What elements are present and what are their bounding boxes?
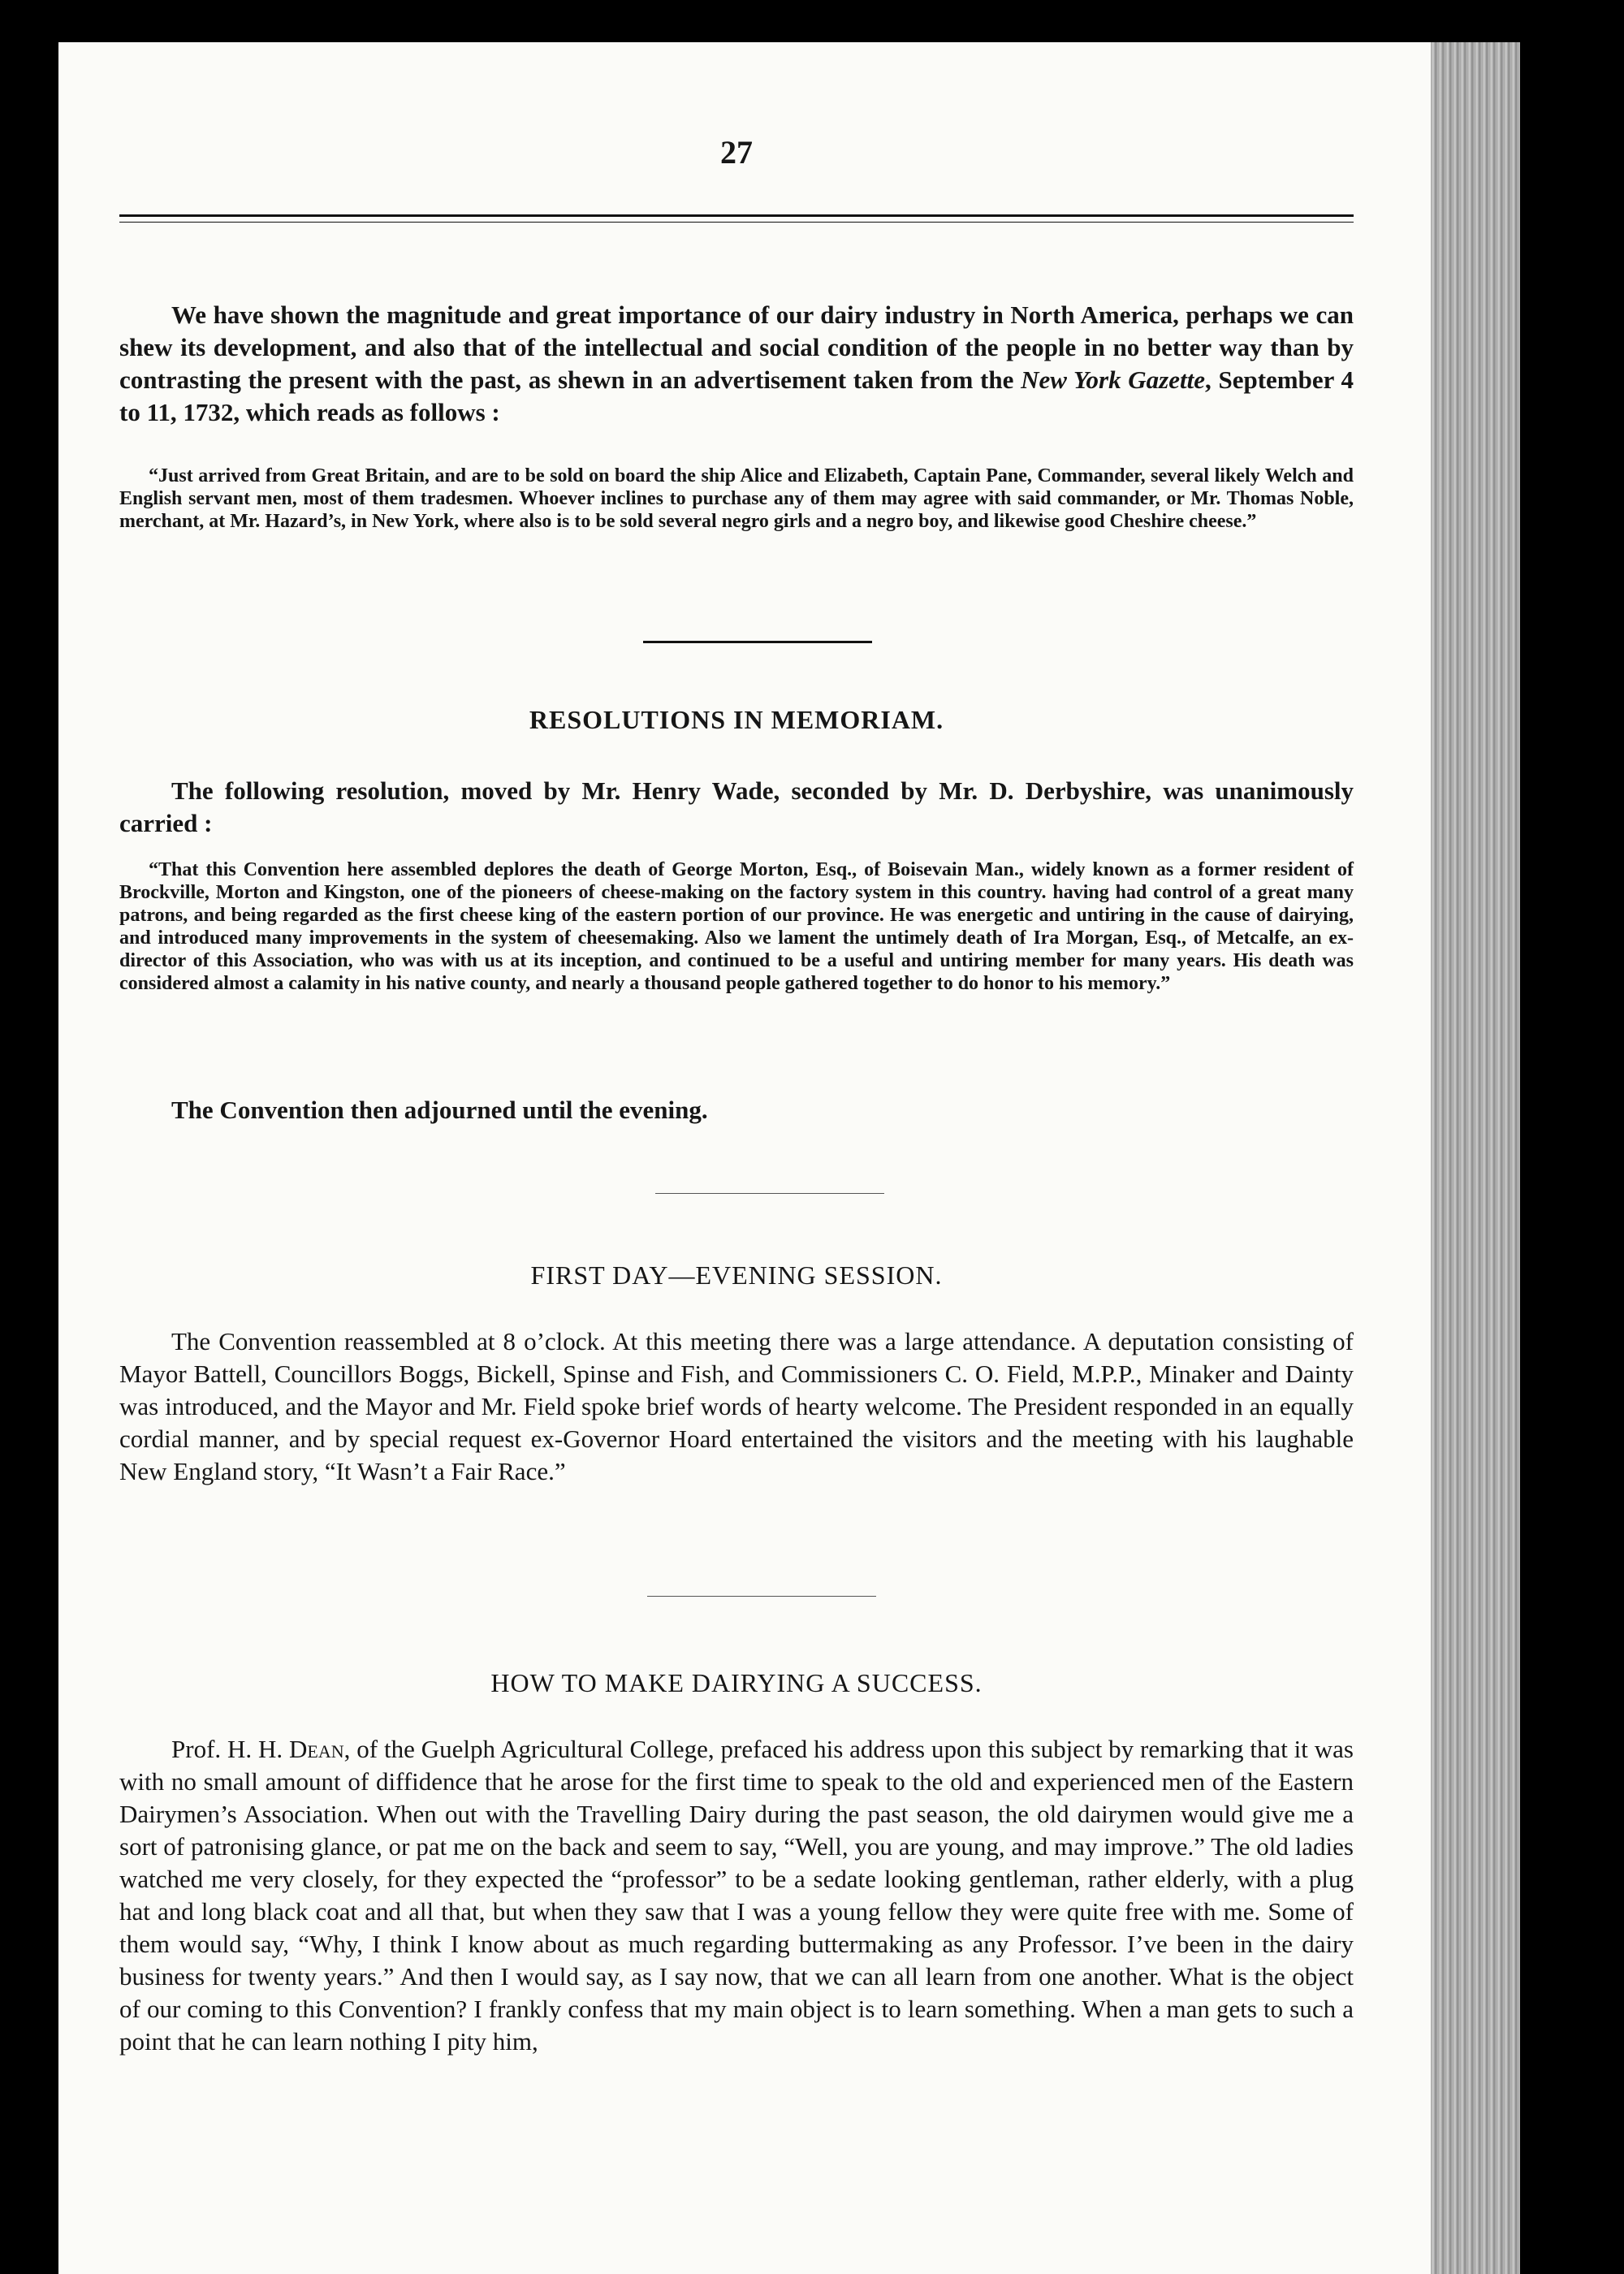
document-page bbox=[58, 42, 1520, 2274]
speaker-prefix: Prof. H. H. bbox=[171, 1735, 290, 1763]
resolution-quote: “That this Convention here assembled deplores the death of George Morton, Esq., of Boisevain Man., widely known as a former resident of Brockville, Morton and Kingston, one of the pioneers of cheese-making on the factory system in this country. having had control of a great many patrons, and being regarded as the first cheese king of the eastern portion of our province. He was energetic and untiring in the cause of dairying, and introduced many improvements in the system of cheesemaking. Also we lament the untimely death of Ira Morgan, Esq., of Metcalfe, an ex-director of this Association, who was with us at its inception, and continued to be a useful and untiring member for many years. His death was considered almost a calamity in his native county, and nearly a thousand people gathered together to do honor to his memory.” bbox=[119, 859, 1354, 994]
success-paragraph bbox=[119, 1733, 1354, 2058]
intro-paragraph bbox=[119, 299, 1354, 429]
resolution-quote-block bbox=[119, 858, 1354, 995]
intro-text-after: , September 4 to 11, 1732, which reads as follows : bbox=[119, 365, 1354, 426]
section-divider bbox=[647, 1596, 876, 1597]
intro-text-before: We have shown the magnitude and great importance of our dairy industry in North America, perhaps we can shew its development, and also that of the intellectual and social condition of the people in no better way than by contrasting the present with the past, as shewn in an advertisement taken from the bbox=[119, 300, 1354, 394]
evening-session-text: The Convention reassembled at 8 o’clock. At this meeting there was a large attendance. A deputation consisting of Mayor Battell, Councillors Boggs, Bickell, Spinse and Fish, and Commissioners C. O. Field, M.P.P., Minaker and Dainty was introduced, and the Mayor and Mr. Field spoke brief words of hearty welcome. The President responded in an equally cordial manner, and by special request ex-Governor Hoard entertained the visitors and the meeting with his laughable New England story, “It Wasn’t a Fair Race.” bbox=[119, 1327, 1354, 1485]
page-number: 27 bbox=[720, 134, 753, 171]
advertisement-block bbox=[119, 465, 1354, 533]
book-page-edge bbox=[1431, 42, 1520, 2274]
newspaper-title: New York Gazette bbox=[1021, 365, 1205, 394]
resolution-lead: The following resolution, moved by Mr. Henry Wade, seconded by Mr. D. Derbyshire, was unanimously carried : bbox=[119, 776, 1354, 837]
evening-session-heading: FIRST DAY—EVENING SESSION. bbox=[530, 1260, 943, 1290]
section-divider bbox=[655, 1193, 884, 1194]
resolutions-heading: RESOLUTIONS IN MEMORIAM. bbox=[529, 705, 944, 734]
success-text: , of the Guelph Agricultural College, prefaced his address upon this subject by remarking that it was with no small amount of diffidence that he arose for the first time to speak to the old and experienced men of the Eastern Dairymen’s Association. When out with the Travelling Dairy during the past season, the old dairymen would give me a sort of patronising glance, or pat me on the back and seem to say, “Well, you are young, and may improve.” The old ladies watched me very closely, for they expected the “professor” to be a sedate looking gentleman, rather elderly, with a plug hat and long black coat and all that, but when they saw that I was a young fellow they were quite free with me. Some of them would say, “Why, I think I know about as much regarding buttermaking as any Professor. I’ve been in the dairy business for twenty years.” And then I would say, as I say now, that we can all learn from one another. What is the object of our coming to this Convention? I frankly confess that my main object is to learn something. When a man gets to such a point that he can learn nothing I pity him, bbox=[119, 1735, 1354, 2056]
header-rule bbox=[119, 214, 1354, 223]
advertisement-quote: “Just arrived from Great Britain, and are to be sold on board the ship Alice and Elizabeth, Captain Pane, Commander, several likely Welch and English servant men, most of them tradesmen. Whoever inclines to purchase any of them may agree with said commander, or Mr. Thomas Noble, merchant, at Mr. Hazard’s, in New York, where also is to be sold several negro girls and a negro boy, and likewise good Cheshire cheese.” bbox=[119, 465, 1354, 532]
success-heading: HOW TO MAKE DAIRYING A SUCCESS. bbox=[490, 1668, 983, 1697]
resolutions-section bbox=[119, 775, 1354, 840]
speaker-name: Dean bbox=[289, 1735, 344, 1763]
adjournment-block bbox=[119, 1094, 1354, 1126]
intro-section bbox=[119, 299, 1354, 429]
section-divider bbox=[643, 641, 872, 643]
evening-session-section bbox=[119, 1325, 1354, 1488]
adjournment-text: The Convention then adjourned until the evening. bbox=[171, 1096, 708, 1124]
success-section bbox=[119, 1733, 1354, 2058]
